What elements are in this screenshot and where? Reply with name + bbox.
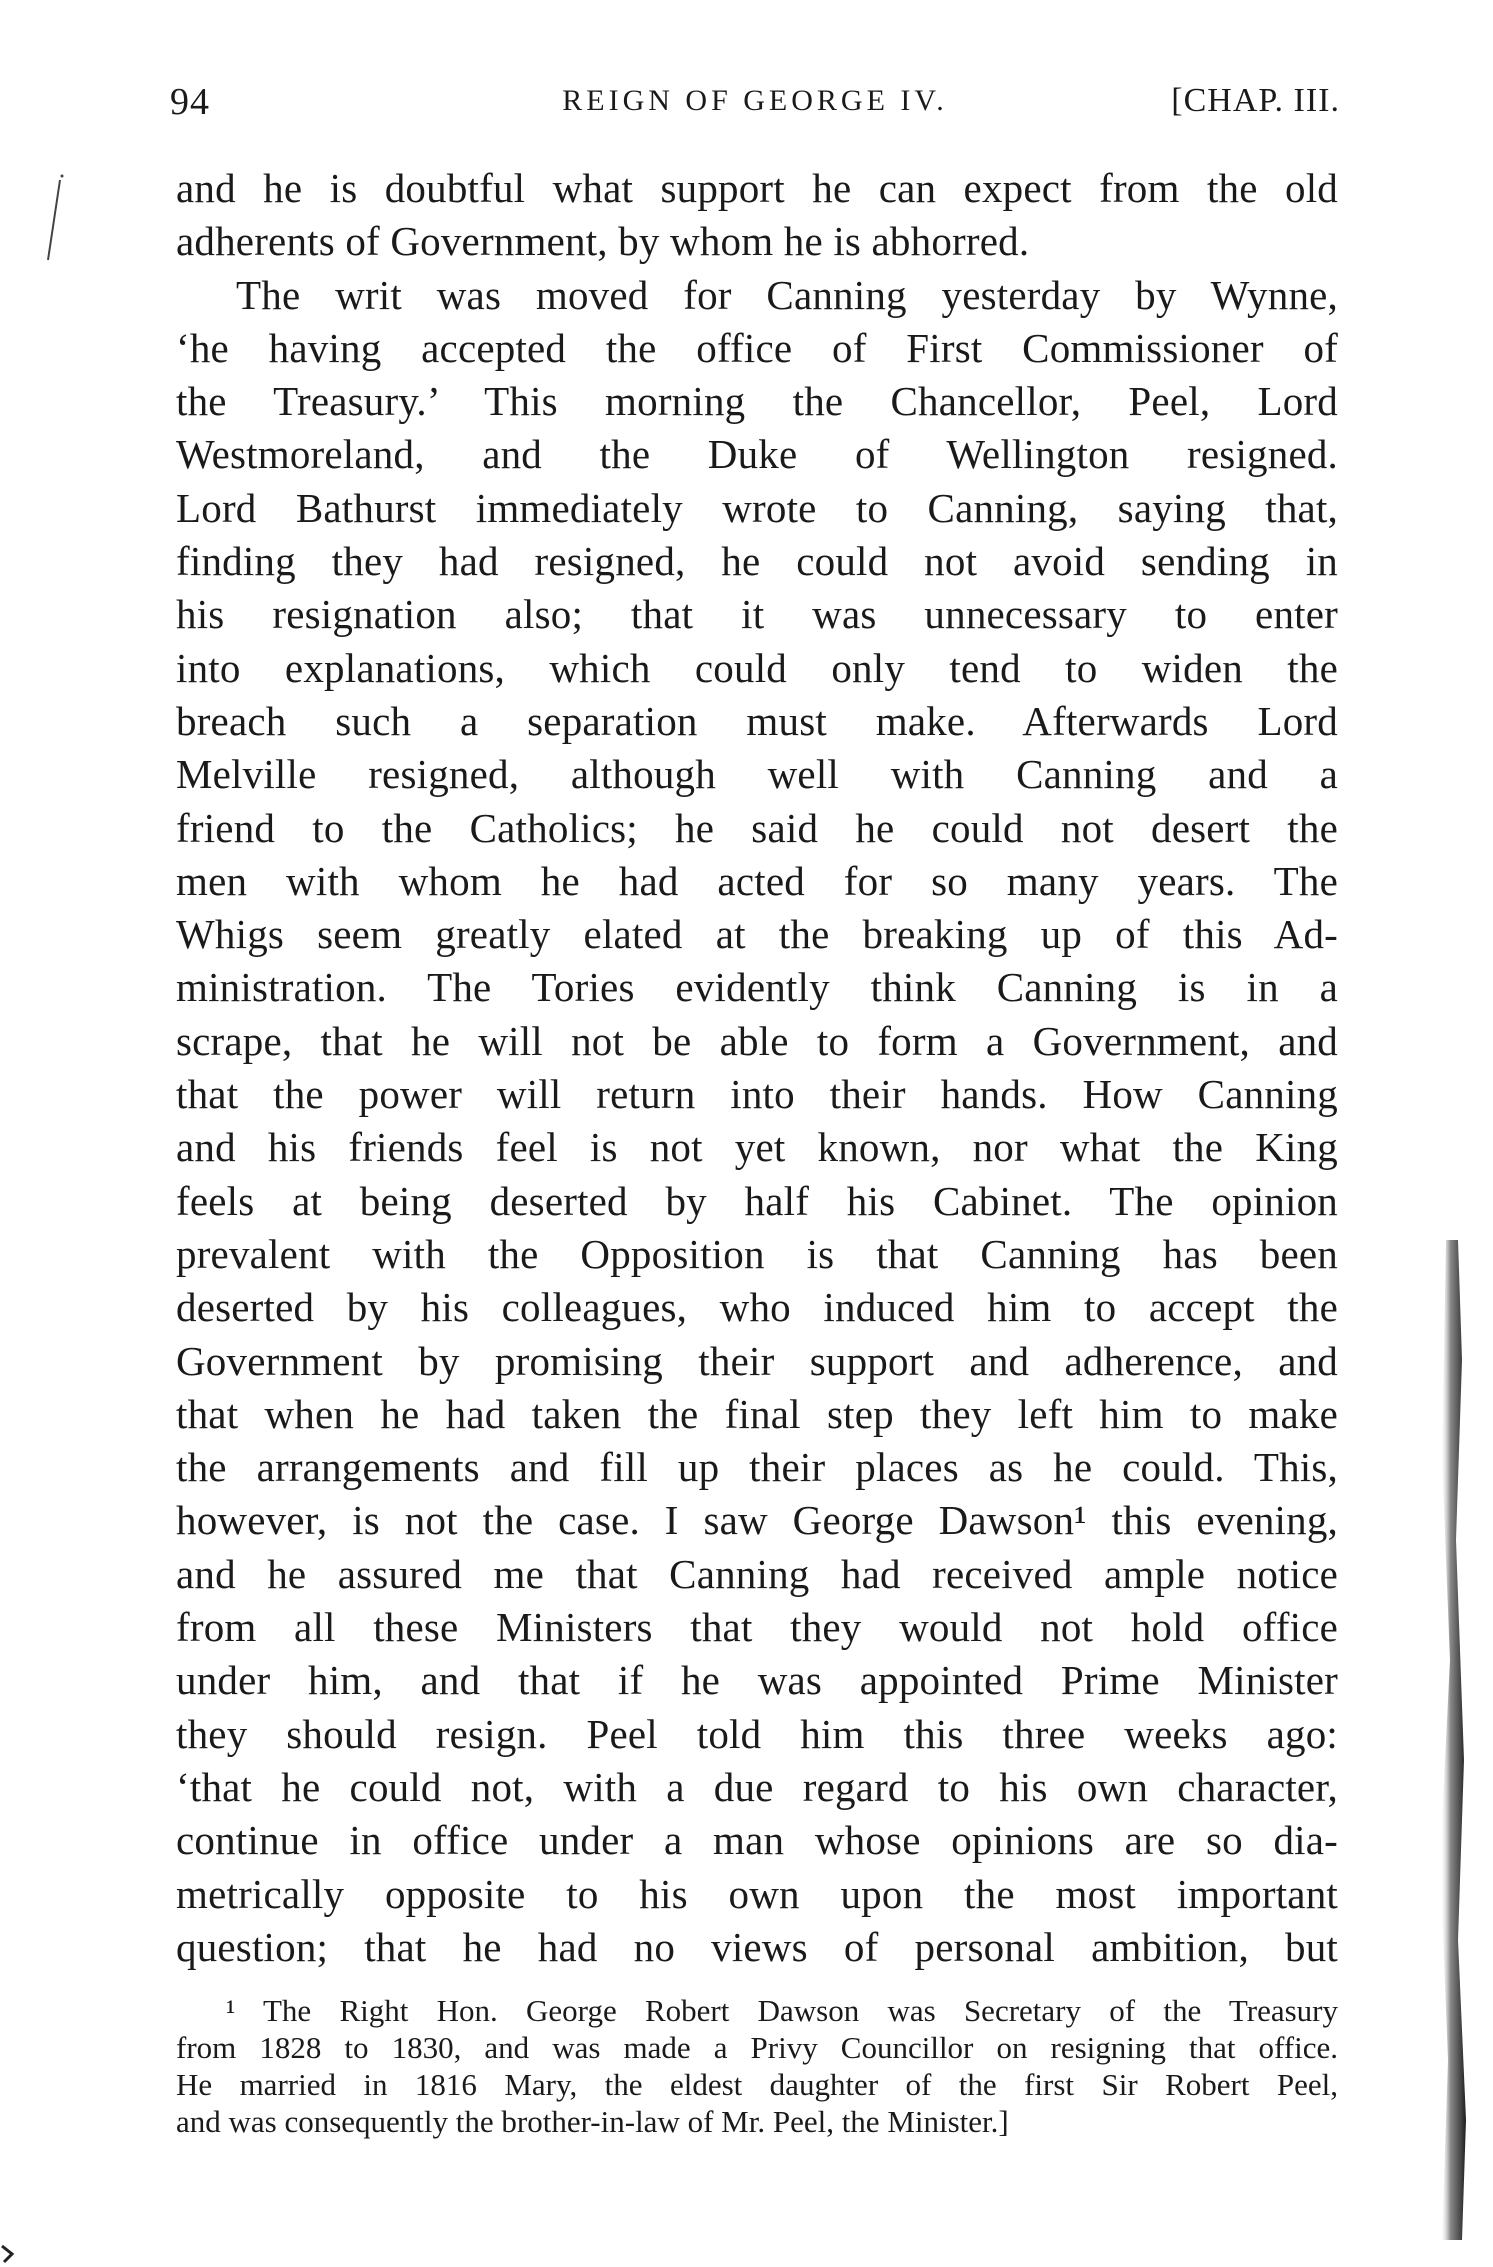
footnote-line: He married in 1816 Mary, the eldest daughter of the first Sir Robert Peel, [176,2067,1338,2102]
body-line: Lord Bathurst immediately wrote to Canning, saying that, [176,484,1338,531]
body-line: question; that he had no views of personal ambition, but [176,1923,1338,1970]
body-line: into explanations, which could only tend to widen the [176,644,1338,691]
body-line: the Treasury.’ This morning the Chancellor, Peel, Lord [176,378,1338,425]
page-number: 94 [170,81,210,123]
body-line: breach such a separation must make. Afterwards Lord [176,697,1338,744]
body-line: ministration. The Tories evidently think Canning is in a [176,964,1338,1011]
running-title: REIGN OF GEORGE IV. [562,84,948,117]
body-line: they should resign. Peel told him this three weeks ago: [176,1710,1338,1757]
corner-mark [0,2240,20,2267]
body-line: and his friends feel is not yet known, nor what the King [176,1124,1338,1171]
body-line: his resignation also; that it was unnecessary to enter [176,591,1338,638]
body-line: adherents of Government, by whom he is abhorred. [176,218,1030,265]
body-line: prevalent with the Opposition is that Canning has been [176,1230,1338,1277]
body-line: Whigs seem greatly elated at the breaking up of this Ad- [176,911,1338,958]
body-line: that the power will return into their hands. How Canning [176,1071,1338,1118]
body-line: and he is doubtful what support he can expect from the old [176,165,1338,211]
body-line: metrically opposite to his own upon the most important [176,1870,1338,1917]
body-line: from all these Ministers that they would not hold office [176,1604,1338,1651]
body-line: that when he had taken the final step they left him to make [176,1390,1338,1437]
body-line: deserted by his colleagues, who induced him to accept the [176,1284,1338,1331]
page-header [170,80,1340,130]
margin-pencil-mark [40,150,80,270]
body-line: ‘he having accepted the office of First Commissioner of [176,324,1338,371]
body-line: friend to the Catholics; he said he could not desert the [176,804,1338,851]
body-line: scrape, that he will not be able to form a Government, and [176,1017,1338,1064]
body-line: Westmoreland, and the Duke of Wellington resigned. [176,431,1338,478]
body-line: the arrangements and fill up their places as he could. This, [176,1444,1338,1491]
body-line: Melville resigned, although well with Canning and a [176,751,1338,798]
chapter-label: [CHAP. III. [1171,82,1340,119]
page-edge-shadow [1432,1240,1472,2240]
body-line: however, is not the case. I saw George Dawson¹ this evening, [176,1497,1338,1544]
footnote-line: and was consequently the brother-in-law of Mr. Peel, the Minister.] [176,2104,1009,2139]
body-line: men with whom he had acted for so many years. The [176,857,1338,904]
body-line: Government by promising their support and adherence, and [176,1337,1338,1384]
body-line: ‘that he could not, with a due regard to his own character, [176,1763,1338,1810]
body-line: under him, and that if he was appointed Prime Minister [176,1657,1338,1704]
body-line: finding they had resigned, he could not avoid sending in [176,538,1338,585]
body-line: The writ was moved for Canning yesterday by Wynne, [236,271,1338,318]
body-line: continue in office under a man whose opinions are so dia- [176,1817,1338,1864]
body-line: feels at being deserted by half his Cabinet. The opinion [176,1177,1338,1224]
body-text [176,162,1338,1974]
footnote [176,1992,1338,2140]
footnote-line: ¹ The Right Hon. George Robert Dawson was Secretary of the Treasury [226,1993,1338,2028]
footnote-line: from 1828 to 1830, and was made a Privy Councillor on resigning that office. [176,2030,1338,2065]
body-line: and he assured me that Canning had received ample notice [176,1550,1338,1597]
